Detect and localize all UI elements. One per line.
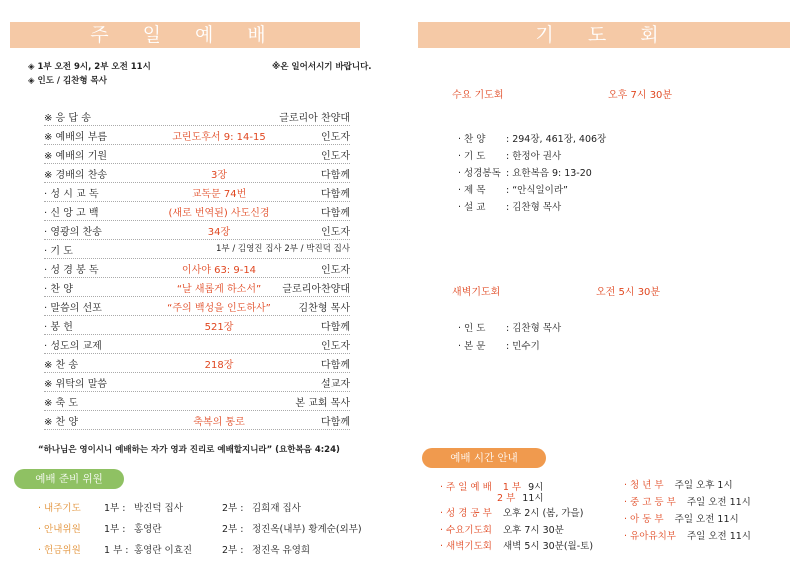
committee-name1: 박진덕 집사: [134, 503, 183, 514]
order-label: · 성 시 교 독: [44, 189, 99, 200]
order-row: [44, 277, 350, 297]
order-detail: 이사야 63: 9-14: [181, 265, 257, 276]
dawn-item-label: · 본 문: [458, 341, 486, 352]
order-label: · 성도의 교제: [44, 341, 102, 352]
committee-part2: 2부 :: [222, 545, 244, 556]
order-row: [44, 106, 350, 126]
wed-time: 오후 7시 30분: [608, 90, 673, 101]
order-label: · 영광의 찬송: [44, 227, 102, 238]
order-detail: 교독문 74번: [191, 189, 247, 200]
committee-name1: 홍영란 이효진: [134, 545, 193, 556]
wed-item-label: · 기 도: [458, 151, 486, 162]
wed-item-value: : 294장, 461장, 406장: [506, 134, 607, 145]
committee-role: · 안내위원: [38, 524, 81, 535]
committee-role: · 헌금위원: [38, 545, 81, 556]
order-row: [44, 296, 350, 316]
order-label: · 기 도: [44, 246, 73, 257]
dawn-name: 새벽기도회: [452, 287, 501, 298]
order-label: ※ 위탁의 말씀: [44, 379, 108, 390]
wed-item-value: : 한정아 권사: [506, 151, 562, 162]
order-row: [44, 239, 350, 259]
page-title: 주 일 예 배: [90, 24, 280, 46]
order-row: [44, 258, 350, 278]
order-label: · 찬 양: [44, 284, 73, 295]
order-leader: 다함께: [321, 417, 350, 428]
order-label: · 신 앙 고 백: [44, 208, 99, 219]
right-title-bar: [418, 22, 790, 48]
sched-dawn: · 새벽기도회 새벽 5시 30분(월-토): [440, 541, 594, 552]
schedule-title: 예배 시간 안내: [422, 448, 546, 468]
order-row: [44, 391, 350, 411]
order-leader: 설교자: [321, 379, 350, 390]
order-label: ※ 응 답 송: [44, 113, 91, 124]
committee-name2: 정진옥(내부) 황계순(외부): [252, 524, 362, 535]
wed-item-label: · 성경봉독: [458, 168, 501, 179]
order-detail: 521장: [204, 322, 234, 333]
order-leader: 인도자: [321, 227, 350, 238]
leader-line: ◈ 인도 / 김찬형 목사: [28, 76, 107, 86]
wed-item-value: : “안식일이라”: [506, 185, 568, 196]
dawn-item-label: · 인 도: [458, 323, 486, 334]
wed-item-label: · 찬 양: [458, 134, 486, 145]
order-detail: 축복의 통로: [193, 417, 245, 428]
order-detail: “날 새롭게 하소서”: [176, 284, 262, 295]
wed-item-value: : 요한복음 9: 13-20: [506, 168, 592, 179]
committee-part2: 2부 :: [222, 503, 244, 514]
dawn-item-value: : 민수기: [506, 341, 540, 352]
order-label: ※ 경배의 찬송: [44, 170, 108, 181]
order-leader: 김찬형 목사: [298, 303, 350, 314]
order-row: [44, 334, 350, 354]
committee-part1: 1 부 :: [104, 545, 129, 556]
order-label: ※ 예배의 부름: [44, 132, 108, 143]
wed-item-label: · 제 목: [458, 185, 486, 196]
committee-name2: 김희재 집사: [252, 503, 301, 514]
dawn-time: 오전 5시 30분: [596, 287, 661, 298]
order-leader: 글로리아 찬양대: [279, 113, 350, 124]
order-leader: 본 교회 목사: [295, 398, 350, 409]
committee-name2: 정진옥 유영희: [252, 545, 311, 556]
order-detail: (새로 번역된) 사도신경: [168, 208, 270, 219]
order-row: [44, 220, 350, 240]
standing-note: ※온 일어서시기 바랍니다.: [272, 62, 372, 72]
order-detail: 34장: [207, 227, 231, 238]
order-label: · 성 경 봉 독: [44, 265, 99, 276]
wed-item-label: · 설 교: [458, 202, 486, 213]
sched-children: · 아 동 부 주일 오전 11시: [624, 514, 739, 525]
committee-title: 예배 준비 위원: [14, 469, 124, 489]
committee-part1: 1부 :: [104, 503, 126, 514]
order-label: ※ 찬 양: [44, 417, 79, 428]
order-leader: 인도자: [321, 151, 350, 162]
order-label: · 봉 헌: [44, 322, 73, 333]
order-label: ※ 예배의 기원: [44, 151, 108, 162]
order-leader: 1부 / 김영진 집사 2부 / 박진덕 집사: [216, 244, 350, 254]
order-detail: 3장: [210, 170, 228, 181]
order-leader: 다함께: [321, 322, 350, 333]
order-leader: 인도자: [321, 265, 350, 276]
sched-bible-study: · 성 경 공 부 오후 2시 (봄, 가을): [440, 508, 584, 519]
prayer-title: 기 도 회: [535, 24, 673, 46]
order-leader: 글로리아찬양대: [282, 284, 350, 295]
committee-part1: 1부 :: [104, 524, 126, 535]
order-row: [44, 144, 350, 164]
order-row: [44, 182, 350, 202]
sched-youth: · 청 년 부 주일 오후 1시: [624, 480, 733, 491]
order-row: [44, 410, 350, 430]
wed-name: 수요 기도회: [452, 90, 504, 101]
order-leader: 다함께: [321, 170, 350, 181]
order-label: · 말씀의 선포: [44, 303, 102, 314]
left-title-bar: [10, 22, 360, 48]
order-row: [44, 315, 350, 335]
dawn-item-value: : 김찬형 목사: [506, 323, 562, 334]
sched-teens: · 중 고 등 부 주일 오전 11시: [624, 497, 751, 508]
order-leader: 인도자: [321, 341, 350, 352]
service-times: ◈ 1부 오전 9시, 2부 오전 11시: [28, 62, 151, 72]
order-leader: 다함께: [321, 360, 350, 371]
sched-sunday-2: 2 부 11시: [497, 493, 544, 504]
order-row: [44, 201, 350, 221]
order-label: ※ 축 도: [44, 398, 79, 409]
order-leader: 인도자: [321, 132, 350, 143]
sched-wed: · 수요기도회 오후 7시 30분: [440, 525, 564, 536]
committee-name1: 홍영란: [134, 524, 162, 535]
committee-role: · 내주기도: [38, 503, 81, 514]
order-row: [44, 372, 350, 392]
verse: “하나님은 영이시니 예배하는 자가 영과 진리로 예배할지니라” (요한복음 4:24): [38, 445, 340, 455]
order-detail: 218장: [204, 360, 234, 371]
order-detail: “주의 백성을 인도하사”: [167, 303, 271, 314]
order-row: [44, 125, 350, 145]
order-leader: 다함께: [321, 208, 350, 219]
order-row: [44, 163, 350, 183]
order-row: [44, 353, 350, 373]
order-detail: 고린도후서 9: 14-15: [172, 132, 266, 143]
wed-item-value: : 김찬형 목사: [506, 202, 562, 213]
committee-part2: 2부 :: [222, 524, 244, 535]
sched-kinder: · 유아유치부 주일 오전 11시: [624, 531, 751, 542]
order-label: ※ 찬 송: [44, 360, 79, 371]
order-leader: 다함께: [321, 189, 350, 200]
sched-sunday: · 주 일 예 배 1 부 9시: [440, 482, 544, 493]
